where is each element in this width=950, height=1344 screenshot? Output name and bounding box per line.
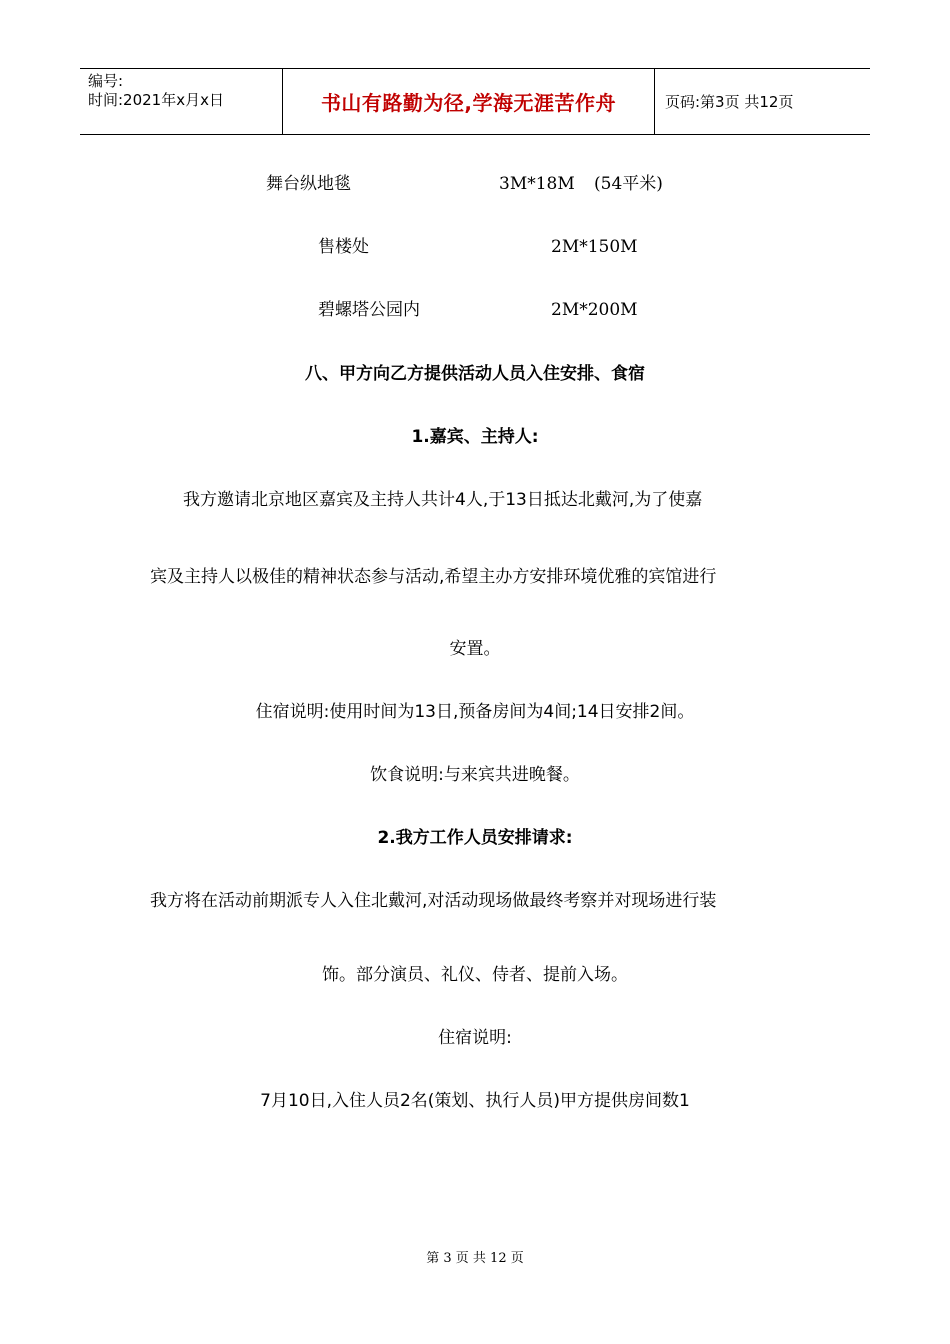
item-extra: (54平米) (594, 174, 663, 194)
paragraph-line: 我方将在活动前期派专人入住北戴河,对活动现场做最终考察并对现场进行装 (150, 891, 717, 911)
item-size: 3M*18M (499, 174, 575, 194)
paragraph-line: 7月10日,入住人员2名(策划、执行人员)甲方提供房间数1 (260, 1091, 690, 1111)
page-info: 页码:第3页 共12页 (665, 93, 794, 111)
subsection-title: 1.嘉宾、主持人: (411, 427, 539, 447)
paragraph-line: 我方邀请北京地区嘉宾及主持人共计4人,于13日抵达北戴河,为了使嘉 (183, 490, 703, 510)
header-meta (80, 69, 282, 134)
paragraph-line: 饰。部分演员、礼仪、侍者、提前入场。 (322, 965, 628, 985)
time-label: 时间:2021年x月x日 (88, 91, 224, 109)
item-name: 舞台纵地毯 (266, 174, 351, 194)
subsection-title: 2.我方工作人员安排请求: (377, 828, 573, 848)
section-title: 八、甲方向乙方提供活动人员入住安排、食宿 (305, 364, 645, 384)
item-name: 售楼处 (318, 237, 369, 257)
lodging-note: 住宿说明:使用时间为13日,预备房间为4间;14日安排2间。 (255, 702, 695, 722)
page-header (80, 68, 870, 135)
header-motto-cell (282, 69, 655, 134)
number-label: 编号: (88, 72, 124, 90)
header-page-cell (655, 69, 870, 134)
page-footer: 第 3 页 共 12 页 (426, 1251, 524, 1266)
paragraph-line: 宾及主持人以极佳的精神状态参与活动,希望主办方安排环境优雅的宾馆进行 (150, 567, 717, 587)
lodging-note: 住宿说明: (438, 1028, 512, 1048)
item-size: 2M*200M (551, 300, 638, 320)
paragraph-line: 安置。 (449, 639, 501, 659)
motto: 书山有路勤为径,学海无涯苦作舟 (320, 91, 617, 115)
item-size: 2M*150M (551, 237, 638, 257)
item-name: 碧螺塔公园内 (318, 300, 420, 320)
food-note: 饮食说明:与来宾共进晚餐。 (370, 765, 580, 785)
